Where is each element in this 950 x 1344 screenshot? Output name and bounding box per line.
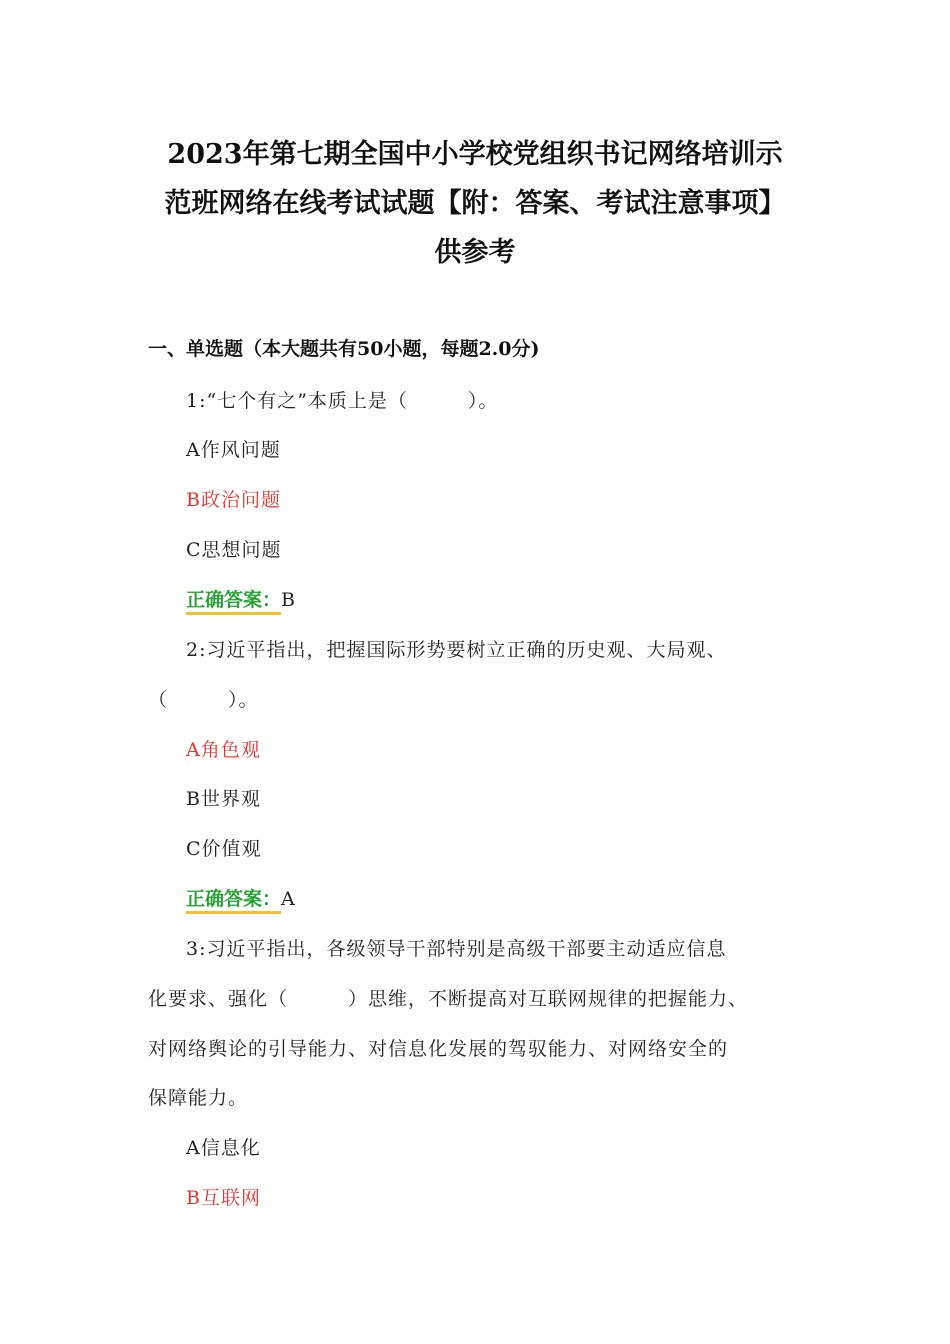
title-line-2: 范班网络在线考试试题【附：答案、考试注意事项】	[164, 188, 786, 219]
question-3-stem-line-2: 化要求、强化（ ）思维，不断提高对互联网规律的把握能力、	[148, 988, 749, 1010]
question-3-option-a: A信息化	[186, 1137, 261, 1159]
question-3-stem-line-1: 3:习近平指出，各级领导干部特别是高级干部要主动适应信息	[186, 938, 727, 960]
question-2-option-c: C价值观	[186, 838, 262, 860]
section-heading: 一、单选题（本大题共有50小题，每题2.0分)	[148, 338, 540, 360]
question-1-stem: 1:“七个有之”本质上是（ ）。	[186, 390, 499, 412]
question-1-option-b-correct: B政治问题	[186, 489, 281, 511]
question-1-answer	[186, 585, 296, 615]
answer-label: 正确答案：	[186, 888, 281, 914]
document-title	[130, 130, 820, 277]
question-2-option-b: B世界观	[186, 788, 261, 810]
answer-value: B	[281, 589, 296, 611]
question-2-stem-line-1: 2:习近平指出，把握国际形势要树立正确的历史观、大局观、	[186, 639, 727, 661]
question-3-stem-line-3: 对网络舆论的引导能力、对信息化发展的驾驭能力、对网络安全的	[148, 1038, 729, 1060]
question-2-answer	[186, 884, 296, 914]
answer-value: A	[281, 888, 296, 910]
question-3-option-b-correct: B互联网	[186, 1187, 261, 1209]
title-line-3: 供参考	[434, 237, 516, 268]
question-1-option-a: A作风问题	[186, 439, 281, 461]
answer-label: 正确答案：	[186, 589, 281, 615]
question-3-stem-line-4: 保障能力。	[148, 1087, 249, 1109]
question-2-stem-line-2: （ ）。	[148, 689, 259, 711]
question-2-option-a-correct: A角色观	[186, 739, 261, 761]
question-1-option-c: C思想问题	[186, 539, 282, 561]
title-line-1: 2023年第七期全国中小学校党组织书记网络培训示	[167, 139, 783, 170]
